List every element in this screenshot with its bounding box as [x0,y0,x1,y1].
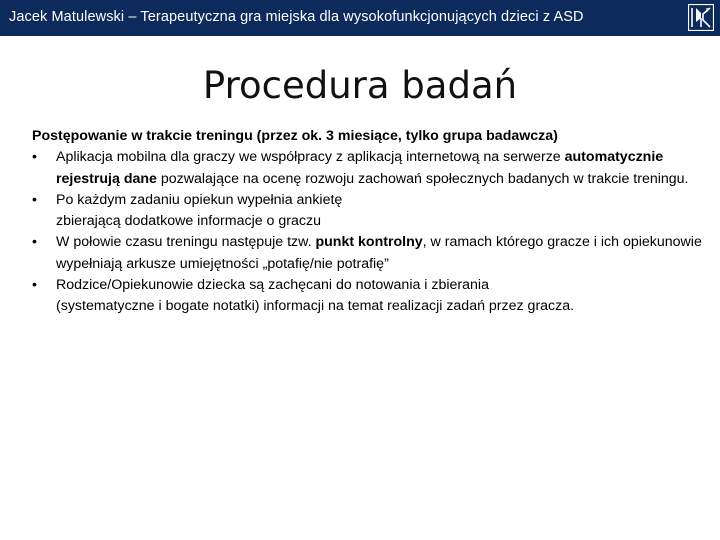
bullet-text: W połowie czasu treningu następuje tzw. [56,234,316,251]
bullet-item [32,232,702,275]
header-separator: – [124,9,141,25]
bullet-emphasis: automatycznie rejestrują dane [56,149,664,187]
bullet-text: Aplikacja mobilna dla graczy we współpracy z aplikacją internetową na serwerze [56,149,565,166]
university-logo-icon [688,4,714,31]
header-talk-title: Terapeutyczna gra miejska dla wysokofunkcjonujących dzieci z ASD [140,9,584,25]
slide-body [32,126,702,318]
header-bar [0,0,720,36]
bullet-item [32,147,702,190]
bullet-item [32,275,702,318]
bullet-text: pozwalające na ocenę rozwoju zachowań społecznych badanych w trakcie treningu. [156,170,689,187]
bullet-item [32,190,702,233]
bullet-emphasis: punkt kontrolny [315,234,423,251]
slide-intro: Postępowanie w trakcie treningu (przez ok. 3 miesiące, tylko grupa badawcza) [32,128,558,144]
header-author: Jacek Matulewski [9,9,125,25]
header-text [9,9,584,25]
bullet-list [32,147,702,317]
slide-title: Procedura badań [202,64,518,107]
bullet-text: Rodzice/Opiekunowie dziecka są zachęcani do notowania i zbierania [56,277,489,294]
bullet-text: , w ramach którego gracze i ich opiekunowie wypełniają arkusze umiejętności „potafię/nie potrafię” [56,234,702,272]
bullet-text: zbierającą dodatkowe informacje o graczu [56,213,321,230]
bullet-text: Po każdym zadaniu opiekun wypełnia ankietę [56,191,343,208]
bullet-text: (systematyczne i bogate notatki) informacji na temat realizacji zadań przez gracza. [56,298,575,315]
